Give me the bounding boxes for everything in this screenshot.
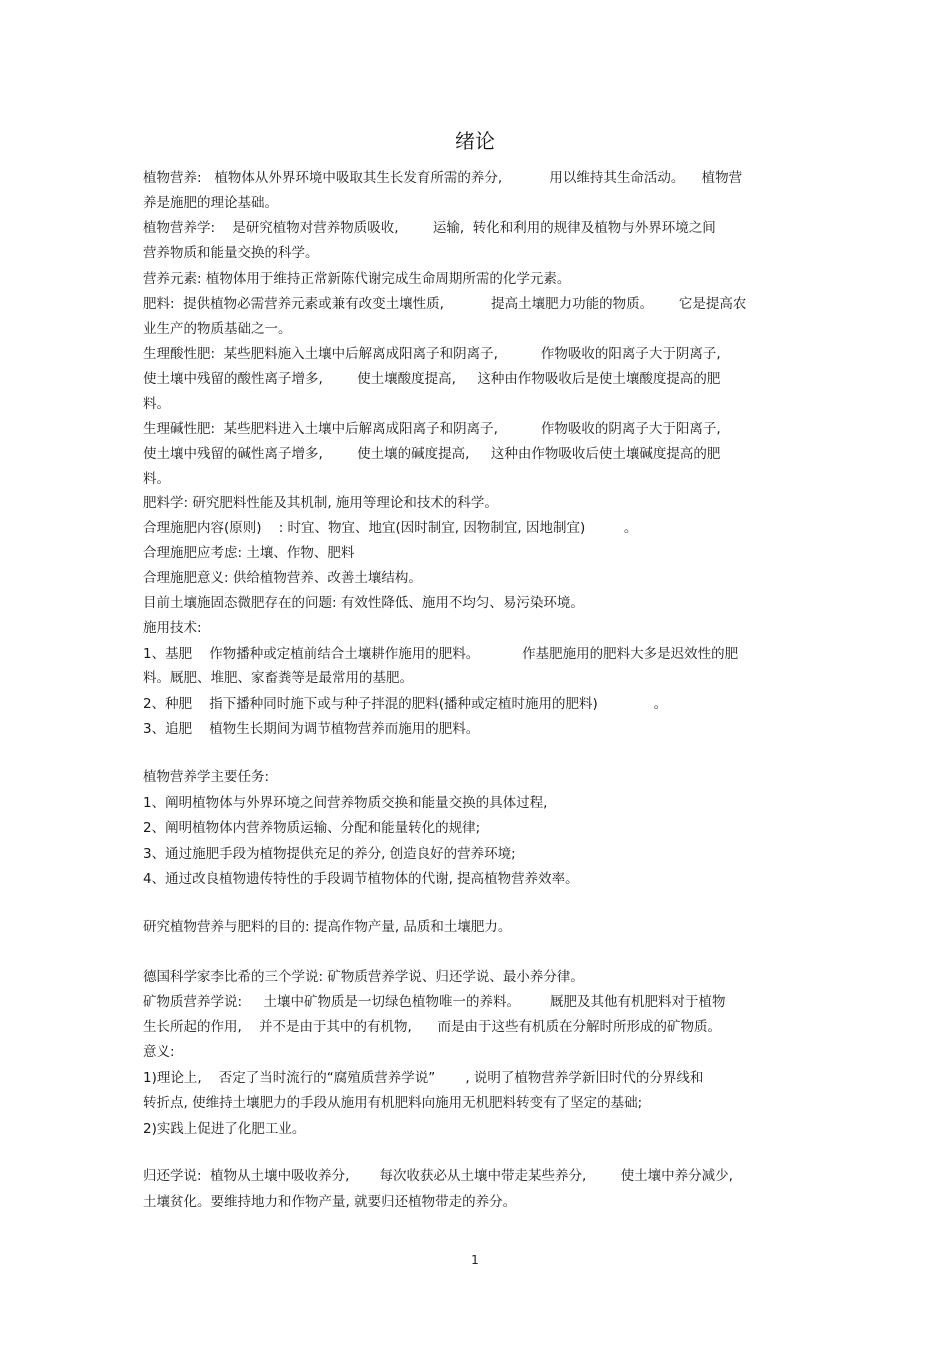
text-line: 目前土壤施固态微肥存在的问题: 有效性降低、施用不均匀、易污染环境。 xyxy=(143,595,584,611)
text-line: 1、基肥 作物播种或定植前结合土壤耕作施用的肥料。 作基肥施用的肥料大多是迟效性的肥 xyxy=(143,646,739,662)
text-line: 合理施肥意义: 供给植物营养、改善土壤结构。 xyxy=(143,570,422,586)
text-line: 德国科学家李比希的三个学说: 矿物质营养学说、归还学说、最小养分律。 xyxy=(143,969,584,985)
text-line: 营养元素: 植物体用于维持正常新陈代谢完成生命周期所需的化学元素。 xyxy=(143,271,571,287)
text-line: 料。 xyxy=(143,471,170,487)
text-line: 肥料: 提供植物必需营养元素或兼有改变土壤性质, 提高土壤肥力功能的物质。 它是提高农 xyxy=(143,296,747,312)
text-line: 1、阐明植物体与外界环境之间营养物质交换和能量交换的具体过程, xyxy=(143,795,548,811)
text-line: 4、通过改良植物遗传特性的手段调节植物体的代谢, 提高植物营养效率。 xyxy=(143,871,579,887)
text-line: 3、通过施肥手段为植物提供充足的养分, 创造良好的营养环境; xyxy=(143,846,516,862)
text-line: 2、阐明植物体内营养物质运输、分配和能量转化的规律; xyxy=(143,820,481,836)
text-line: 植物营养: 植物体从外界环境中吸取其生长发育所需的养分, 用以维持其生命活动。 植物营 xyxy=(143,170,743,186)
text-line: 植物营养学: 是研究植物对营养物质吸收, 运输, 转化和利用的规律及植物与外界环境之间 xyxy=(143,220,716,236)
text-line: 生理碱性肥: 某些肥料进入土壤中后解离成阳离子和阴离子, 作物吸收的阴离子大于阳离子, xyxy=(143,421,721,437)
text-line: 合理施肥内容(原则) : 时宜、物宜、地宜(因时制宜, 因物制宜, 因地制宜) 。 xyxy=(143,520,638,536)
text-line: 使土壤中残留的酸性离子增多, 使土壤酸度提高, 这种由作物吸收后是使土壤酸度提高的肥 xyxy=(143,371,721,387)
text-line: 2)实践上促进了化肥工业。 xyxy=(143,1121,306,1137)
text-line: 1)理论上, 否定了当时流行的“腐殖质营养学说” , 说明了植物营养学新旧时代的分界线和 xyxy=(143,1070,704,1086)
text-line: 矿物质营养学说: 土壤中矿物质是一切绿色植物唯一的养料。 厩肥及其他有机肥料对于植物 xyxy=(143,994,726,1010)
text-line: 2、种肥 指下播种同时施下或与种子拌混的肥料(播种或定植时施用的肥料) 。 xyxy=(143,696,668,712)
text-line: 生理酸性肥: 某些肥料施入土壤中后解离成阳离子和阴离子, 作物吸收的阳离子大于阴离子, xyxy=(143,346,721,362)
text-line: 转折点, 使维持土壤肥力的手段从施用有机肥料向施用无机肥料转变有了坚定的基础; xyxy=(143,1095,643,1111)
text-line: 合理施肥应考虑: 土壤、作物、肥料 xyxy=(143,545,355,561)
text-line: 料。 xyxy=(143,396,170,412)
page-number: 1 xyxy=(471,1253,479,1267)
text-line: 土壤贫化。要维持地力和作物产量, 就要归还植物带走的养分。 xyxy=(143,1194,517,1210)
text-line: 研究植物营养与肥料的目的: 提高作物产量, 品质和土壤肥力。 xyxy=(143,919,512,935)
text-line: 归还学说: 植物从土壤中吸收养分, 每次收获必从土壤中带走某些养分, 使土壤中养分减少, xyxy=(143,1168,733,1184)
text-line: 业生产的物质基础之一。 xyxy=(143,321,292,337)
text-line: 养是施肥的理论基础。 xyxy=(143,195,278,211)
text-line: 料。厩肥、堆肥、家畜粪等是最常用的基肥。 xyxy=(143,670,413,686)
text-line: 生长所起的作用, 并不是由于其中的有机物, 而是由于这些有机质在分解时所形成的矿物质。 xyxy=(143,1019,721,1035)
text-line: 使土壤中残留的碱性离子增多, 使土壤的碱度提高, 这种由作物吸收后使土壤碱度提高的肥 xyxy=(143,446,721,462)
text-line: 植物营养学主要任务: xyxy=(143,769,270,785)
text-line: 施用技术: xyxy=(143,620,202,636)
page-title: 绪论 xyxy=(455,129,495,153)
text-line: 3、追肥 植物生长期间为调节植物营养而施用的肥料。 xyxy=(143,721,480,737)
text-line: 肥料学: 研究肥料性能及其机制, 施用等理论和技术的科学。 xyxy=(143,495,498,511)
text-line: 意义: xyxy=(143,1044,175,1060)
text-line: 营养物质和能量交换的科学。 xyxy=(143,245,319,261)
